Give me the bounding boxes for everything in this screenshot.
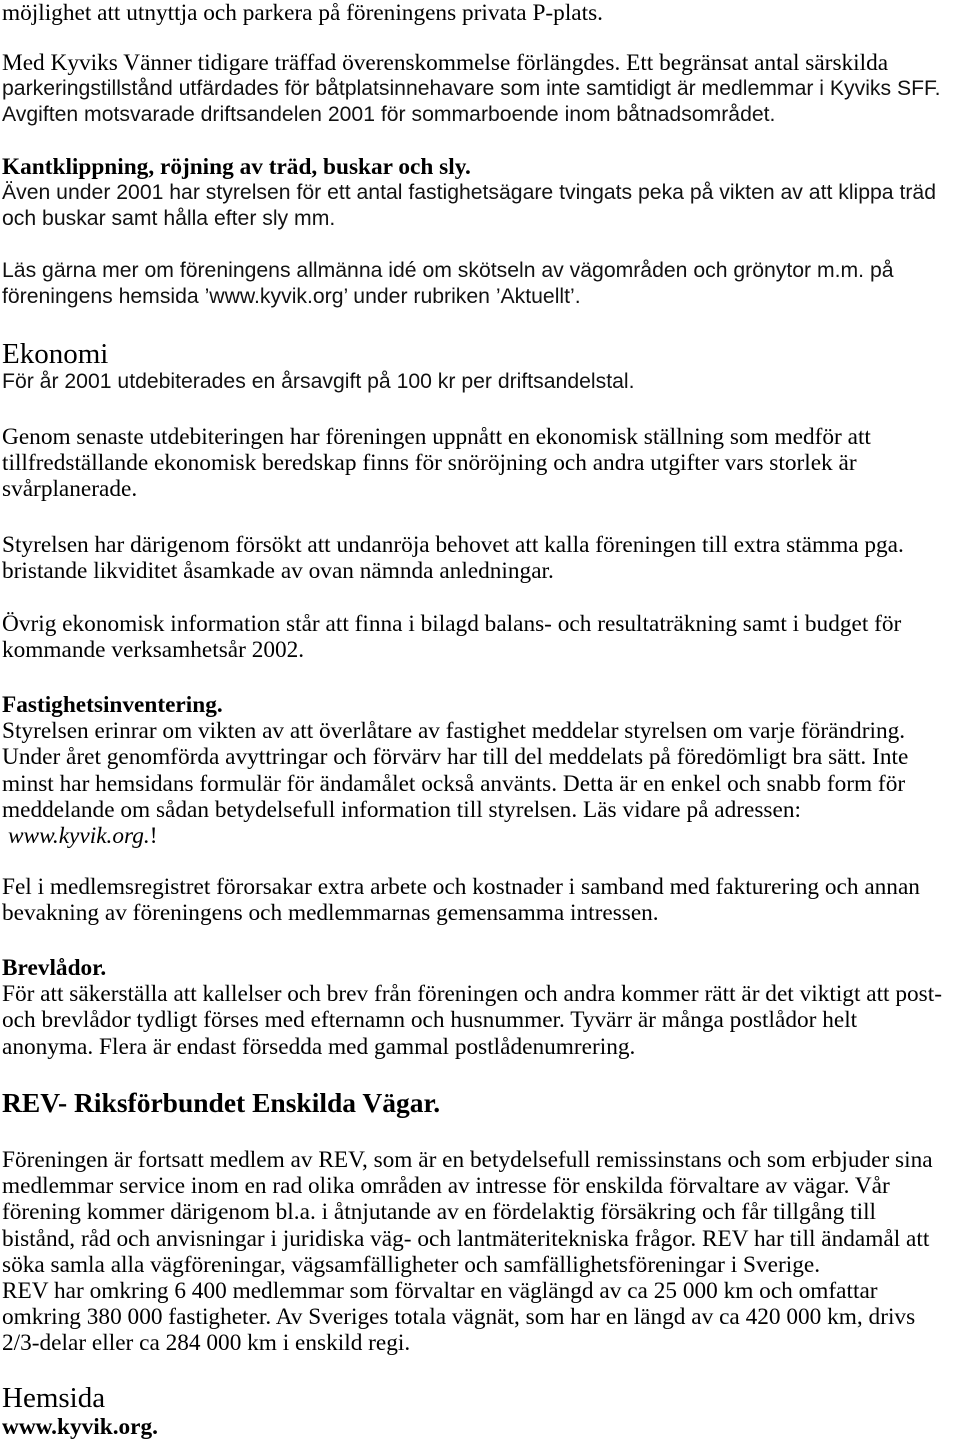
website-heading: Hemsida: [2, 1382, 106, 1414]
read-more-line: Läs gärna mer om föreningens allmänna idé om skötseln av vägområden och grönytor m.m. på: [2, 259, 894, 282]
trimming-line: Även under 2001 har styrelsen för ett antal fastighetsägare tvingats peka på vikten av att klippa träd: [2, 181, 936, 205]
rev-heading: REV- Riksförbundet Enskilda Vägar.: [2, 1087, 441, 1118]
economy-other-paragraph: [2, 611, 960, 663]
economy-other-line: Övrig ekonomisk information står att finna i bilagd balans- och resultaträkning samt i budget för: [2, 611, 902, 637]
member-register-line: Fel i medlemsregistret förorsakar extra arbete och kostnader i samband med fakturering och annan: [2, 874, 920, 900]
economy-heading-block: [2, 337, 960, 371]
property-inventory-line: Under året genomförda avyttringar och förvärv har till del meddelats på föredömligt bra sätt. Inte: [2, 744, 909, 771]
intro-line: möjlighet att utnyttja och parkera på föreningens privata P-plats.: [2, 0, 604, 26]
property-inventory-address-line: [2, 823, 960, 849]
economy-standing-line: svårplanerade.: [2, 476, 138, 503]
rev-line: omkring 380 000 fastigheter. Av Sveriges totala vägnät, som har en längd av ca 420 000 km, drivs: [2, 1304, 916, 1331]
property-inventory-line: meddelande om sådan betydelsefull information till styrelsen. Läs vidare på adressen:: [2, 796, 801, 823]
rev-paragraph: [2, 1147, 960, 1357]
economy-liquidity-line: Styrelsen har därigenom försökt att undanröja behovet att kalla föreningen till extra stämma pga.: [2, 532, 904, 558]
rev-line: REV har omkring 6 400 medlemmar som förvaltar en väglängd av ca 25 000 km och omfattar: [2, 1277, 878, 1304]
rev-line: bistånd, råd och anvisningar i juridiska väg- och lantmäteritekniska frågor. REV har till ändamål att: [2, 1225, 930, 1252]
mailboxes-line: och brevlådor tydligt förses med efternamn och husnummer. Tyvärr är många postlådor helt: [2, 1007, 858, 1034]
parking-line: Med Kyviks Vänner tidigare träffad överenskommelse förlängdes. Ett begränsat antal särskilda: [2, 50, 889, 76]
property-inventory-section: [2, 692, 960, 849]
website-heading-block: [2, 1381, 960, 1415]
economy-fee-line: För år 2001 utdebiterades en årsavgift på 100 kr per driftsandelstal.: [2, 370, 635, 393]
economy-liquidity-line: bristande likviditet åsamkade av ovan nämnda anledningar.: [2, 558, 554, 585]
rev-line: medlemmar service inom en rad olika områden av intresse för enskilda förvaltare av vägar. Vår: [2, 1173, 890, 1200]
economy-heading: Ekonomi: [2, 338, 109, 370]
website-url-block: [2, 1415, 960, 1440]
economy-standing-paragraph: [2, 424, 960, 503]
economy-liquidity-paragraph: [2, 532, 960, 584]
read-more-line: föreningens hemsida ’www.kyvik.org’ under rubriken ’Aktuellt’.: [2, 285, 581, 309]
trimming-section: [2, 154, 960, 233]
economy-other-line: kommande verksamhetsår 2002.: [2, 637, 305, 664]
rev-line: Föreningen är fortsatt medlem av REV, som är en betydelsefull remissinstans och som erbjuder sina: [2, 1147, 933, 1173]
rev-line: 2/3-delar eller ca 284 000 km i enskild regi.: [2, 1330, 411, 1357]
economy-fee-paragraph: [2, 369, 960, 395]
member-register-line: bevakning av föreningens och medlemmarnas gemensamma intressen.: [2, 900, 659, 927]
mailboxes-section: [2, 955, 960, 1060]
mailboxes-heading: Brevlådor.: [2, 955, 107, 981]
mailboxes-line: anonyma. Flera är endast försedda med gammal postlådenumrering.: [2, 1033, 636, 1060]
website-address: www.kyvik.org.: [8, 822, 150, 849]
rev-heading-block: [2, 1087, 960, 1119]
economy-standing-line: Genom senaste utdebiteringen har föreningen uppnått en ekonomisk ställning som medför att: [2, 424, 871, 450]
address-suffix: !: [149, 822, 158, 849]
read-more-paragraph: [2, 258, 960, 310]
intro-paragraph: [2, 0, 960, 26]
rev-line: söka samla alla vägföreningar, vägsamfälligheter och samfällighetsföreningar i Sverige.: [2, 1251, 821, 1278]
parking-line: parkeringstillstånd utfärdades för båtplatsinnehavare som inte samtidigt är medlemmar i Kyviks SFF.: [2, 77, 941, 101]
member-register-paragraph: [2, 874, 960, 926]
trimming-heading: Kantklippning, röjning av träd, buskar och sly.: [2, 154, 471, 180]
website-url: www.kyvik.org.: [2, 1414, 158, 1440]
trimming-line: och buskar samt hålla efter sly mm.: [2, 207, 336, 231]
economy-standing-line: tillfredställande ekonomisk beredskap finns för snöröjning och andra utgifter vars storlek är: [2, 450, 857, 477]
property-inventory-heading: Fastighetsinventering.: [2, 692, 223, 718]
parking-line: Avgiften motsvarade driftsandelen 2001 för sommarboende inom båtnadsområdet.: [2, 103, 776, 127]
mailboxes-line: För att säkerställa att kallelser och brev från föreningen och andra kommer rätt är det viktigt att post-: [2, 981, 942, 1008]
parking-paragraph: [2, 50, 960, 129]
rev-line: förening kommer därigenom bl.a. i åtnjutande av en fördelaktig försäkring och får tillgång till: [2, 1199, 877, 1226]
property-inventory-line: minst har hemsidans formulär för ändamålet också använts. Detta är en enkel och snabb form för: [2, 770, 906, 797]
property-inventory-line: Styrelsen erinrar om vikten av att överlåtare av fastighet meddelar styrelsen om varje förändring.: [2, 718, 906, 745]
